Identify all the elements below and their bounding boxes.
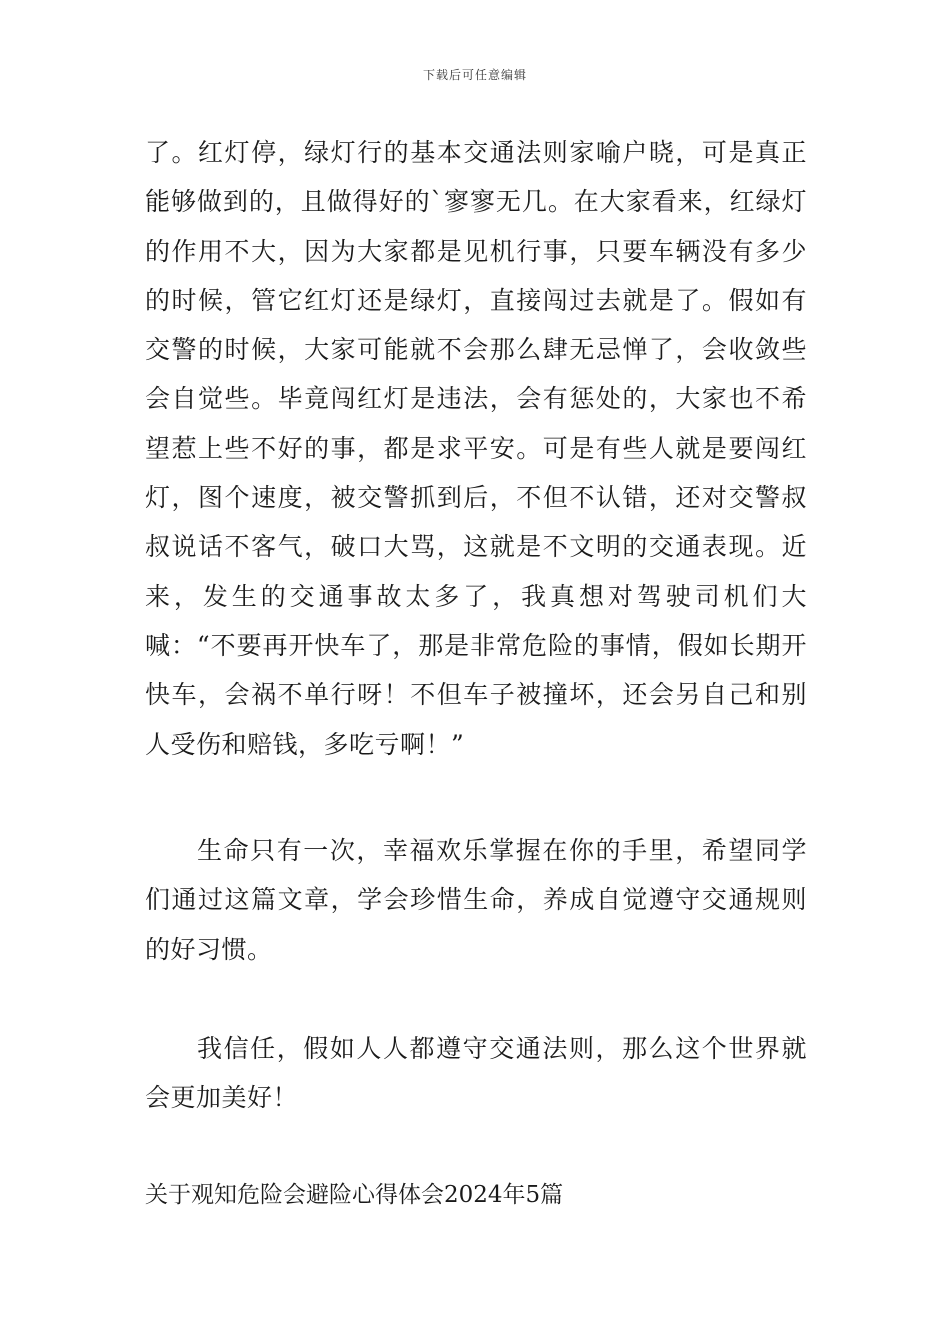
- paragraph-cherish-life: 生命只有一次，幸福欢乐掌握在你的手里，希望同学们通过这篇文章，学会珍惜生命，养成自觉遵守交通规则的好习惯。: [145, 836, 807, 964]
- next-article-title: 关于观知危险会避险心得体会2024年5篇: [145, 1182, 564, 1208]
- paragraph-conclusion: 我信任，假如人人都遵守交通法则，那么这个世界就会更加美好！: [145, 1034, 807, 1113]
- page-header-note: 下载后可任意编辑: [422, 68, 527, 82]
- paragraph-traffic-rules: 了。红灯停，绿灯行的基本交通法则家喻户晓，可是真正能够做到的，且做得好的`寥寥无几。在大家看来，红绿灯的作用不大，因为大家都是见机行事，只要车辆没有多少的时候，管它红灯还是绿灯，直接闯过去就是了。假如有交警的时候，大家可能就不会那么肆无忌惮了，会收敛些会自觉些。毕竟闯红灯是违法，会有惩处的，大家也不希望惹上些不好的事，都是求平安。可是有些人就是要闯红灯，图个速度，被交警抓到后，不但不认错，还对交警叔叔说话不客气，破口大骂，这就是不文明的交通表现。近来，发生的交通事故太多了，我真想对驾驶司机们大喊：“不要再开快车了，那是非常危险的事情，假如长期开快车，会祸不单行呀！不但车子被撞坏，还会另自己和别人受伤和赔钱，多吃亏啊！”: [145, 138, 807, 759]
